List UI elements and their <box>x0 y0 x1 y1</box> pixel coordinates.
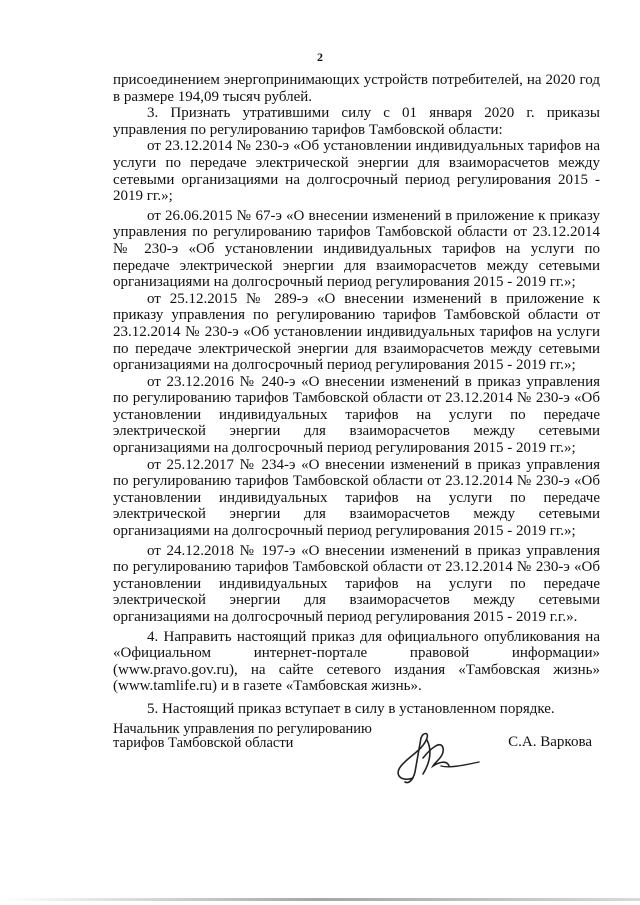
signatory-title-line-2: тарифов Тамбовской области <box>113 735 294 751</box>
signatory-name: С.А. Варкова <box>508 734 592 750</box>
paragraph-order-197: от 24.12.2018 № 197-э «О внесении изменений в приказ управления по регулированию тарифов Тамбовской области от 23.12.2014 № 230-э «Об установлении индивидуальных тарифов на услуги по передаче электрической энергии для взаиморасчетов между сетевыми организациями на долгосрочный период регулирования 2015 - 2019 г.г.». <box>113 542 600 625</box>
paragraph-order-234: от 25.12.2017 № 234-э «О внесении изменений в приказ управления по регулированию тарифов Тамбовской области от 23.12.2014 № 230-э «Об установлении индивидуальных тарифов на услуги по передаче электрической энергии для взаиморасчетов между сетевыми организациями на долгосрочный период регулирования 2015 - 2019 гг.»; <box>113 456 600 540</box>
paragraph-item-3: 3. Признать утратившими силу с 01 января 2020 г. приказы управления по регулированию тарифов Тамбовской области: <box>113 105 600 138</box>
signatory-title-line-1: Начальник управления по регулированию <box>113 721 372 737</box>
document-body <box>113 72 600 718</box>
page-number: 2 <box>317 50 323 64</box>
paragraph-order-240: от 23.12.2016 № 240-э «О внесении изменений в приказ управления по регулированию тарифов Тамбовской области от 23.12.2014 № 230-э «Об установлении индивидуальных тарифов на услуги по передаче электрической энергии для взаиморасчетов между сетевыми организациями на долгосрочный период регулирования 2015 - 2019 гг.»; <box>113 373 600 457</box>
paragraph-item-5: 5. Настоящий приказ вступает в силу в установленном порядке. <box>147 700 555 717</box>
paragraph-continuation: присоединением энергопринимающих устройств потребителей, на 2020 год в размере 194,09 тысяч рублей. <box>113 72 600 105</box>
signature-block <box>113 722 600 792</box>
paragraph-order-230: от 23.12.2014 № 230-э «Об установлении индивидуальных тарифов на услуги по передаче электрической энергии для взаиморасчетов между сетевыми организациями на долгосрочный период регулирования 2015 - 2019 гг.»; <box>113 138 600 205</box>
paragraph-order-289: от 25.12.2015 № 289-э «О внесении изменений в приложение к приказу управления по регулированию тарифов Тамбовской области от 23.12.2014 № 230-э «Об установлении индивидуальных тарифов на услуги по передаче электрической энергии для взаиморасчетов между сетевыми организациями на долгосрочный период регулирования 2015 - 2019 гг.»; <box>113 290 600 374</box>
paragraph-order-67: от 26.06.2015 № 67-э «О внесении изменений в приложение к приказу управления по регулированию тарифов Тамбовской области от 23.12.2014 № 230-э «Об установлении индивидуальных тарифов на услуги по передаче электрической энергии для взаиморасчетов между сетевыми организациями на долгосрочный период регулирования 2015 - 2019 гг.»; <box>113 207 600 291</box>
paragraph-item-4: 4. Направить настоящий приказ для официального опубликования на «Официальном интернет-портале правовой информации» (www.pravo.gov.ru), на сайте сетевого издания «Тамбовская жизнь» (www.tamlife.ru) и в газете «Тамбовская жизнь». <box>113 628 600 695</box>
handwritten-signature <box>383 722 483 790</box>
scan-edge <box>0 898 640 901</box>
